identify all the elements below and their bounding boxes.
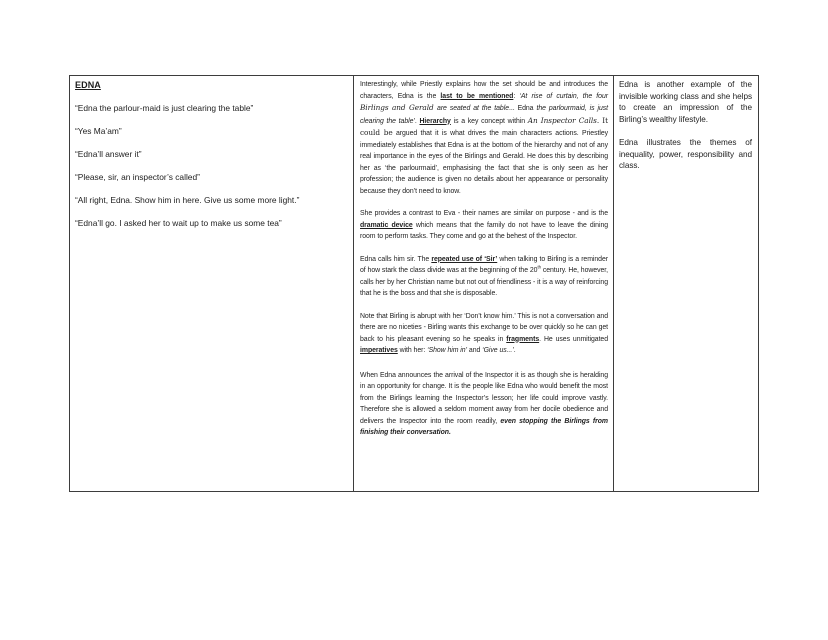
analysis-paragraph-fragments-imperatives: Note that Birling is abrupt with her ‘Don’t know him.’ This is not a conversation and there are no niceties - Birling wants this exchange to be over quickly so he can get back to his pleasant evening so he speaks in fragments. He uses unmitigated imperatives with her: ‘Show him in’ and ‘Give us...’. bbox=[360, 312, 608, 354]
analysis-paragraph-inspector-arrival: When Edna announces the arrival of the Inspector it is as though she is heralding in an opportunity for change. It is the people like Edna who would benefit the most from the Birlings learning the Inspector’s lesson; her life could improve vastly. Therefore she is allowed a seldom moment away from her docile obedience and delivers the Inspector into the room readily, even stopping the Birlings from finishing their conversation. bbox=[360, 371, 609, 436]
quote-line: “Edna’ll answer it” bbox=[75, 149, 142, 159]
quotes-column bbox=[70, 76, 354, 491]
analysis-column bbox=[354, 76, 614, 491]
summary-column bbox=[614, 76, 758, 491]
character-analysis-table bbox=[69, 75, 759, 492]
quote-line: “Yes Ma’am” bbox=[75, 126, 122, 136]
summary-paragraph-invisible-class: Edna is another example of the invisible working class and she helps to create an impression of the Birling’s wealthy lifestyle. bbox=[619, 80, 752, 124]
quote-line: “Edna’ll go. I asked her to wait up to make us some tea” bbox=[75, 218, 282, 228]
analysis-paragraph-repeated-sir: Edna calls him sir. The repeated use of ‘Sir’ when talking to Birling is a reminder of how stark the class divide was at the beginning of the 20th century. He, however, calls her by her Christian name but not out of friendliness - it is a way of reinforcing that he is the boss and that she is disposable. bbox=[360, 255, 608, 297]
analysis-paragraph-intro-hierarchy: Interestingly, while Priestly explains how the set should be and introduces the characters, Edna is the last to be mentioned: ‘At rise of curtain, the four Birlings and Gerald are seated at the table... Edna the parlourmaid, is just clearing the table’. Hierarchy is a key concept within An Inspector Calls. It could be argued that it is what drives the main characters actions. Priestley immediately establishes that Edna is at the bottom of the hierarchy and not of any real importance in the eyes of the Birlings and Gerald. He does this by describing her as ‘the parlourmaid’, emphasising the fact that she is only seen as her profession; the audience is given no details about her appearance or personality because they don’t need to know. bbox=[360, 81, 608, 195]
character-name-heading: EDNA bbox=[75, 80, 101, 90]
quote-line: “Please, sir, an inspector’s called” bbox=[75, 172, 200, 182]
analysis-paragraph-contrast-eva: She provides a contrast to Eva - their names are similar on purpose - and is the dramatic device which means that the family do not have to leave the dining room to perform tasks. They come and go at the behest of the Inspector. bbox=[360, 210, 609, 240]
quote-line: “Edna the parlour-maid is just clearing the table” bbox=[75, 103, 254, 113]
summary-paragraph-themes: Edna illustrates the themes of inequality, power, responsibility and class. bbox=[619, 138, 752, 170]
quote-line: “All right, Edna. Show him in here. Give us some more light.” bbox=[75, 195, 300, 205]
